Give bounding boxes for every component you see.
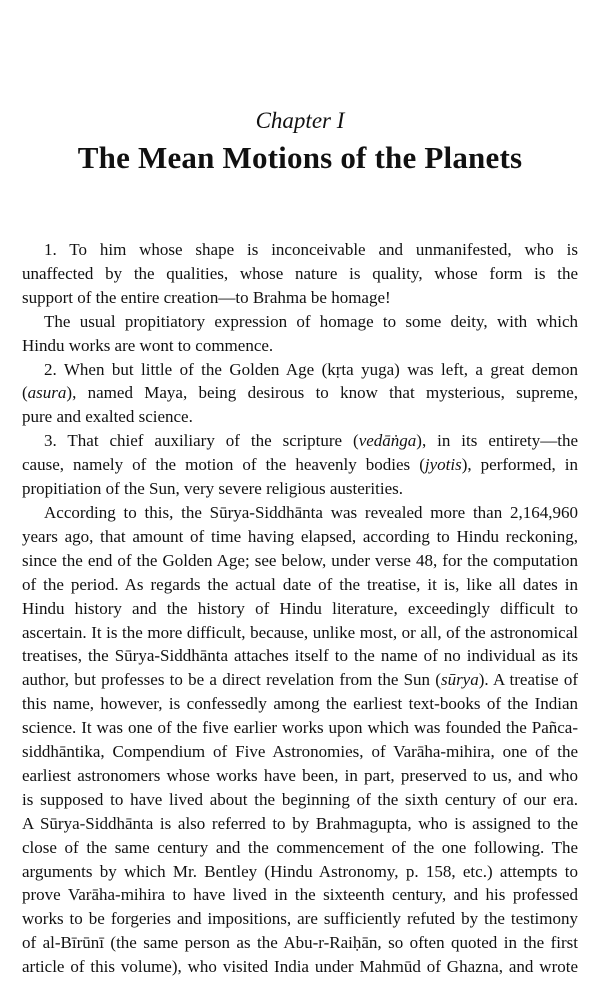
text-line bbox=[22, 429, 578, 453]
text-segment: of the period. As regards the actual date of the treatise, it is, like all dates in bbox=[22, 574, 578, 594]
italic-term: jyotis bbox=[424, 455, 462, 475]
body-text bbox=[22, 238, 578, 979]
text-segment: prove Varāha-mihira to have lived in the sixteenth century, and his professed bbox=[22, 885, 578, 905]
text-segment: 1. To him whose shape is inconceivable and unmanifested, who is bbox=[44, 240, 578, 259]
text-line bbox=[22, 238, 578, 262]
text-segment: A Sūrya-Siddhānta is also referred to by Brahmagupta, who is assigned to the bbox=[22, 813, 578, 833]
text-line bbox=[22, 597, 578, 621]
text-segment: author, but professes to be a direct revelation from the Sun ( bbox=[22, 670, 441, 690]
text-line bbox=[22, 860, 578, 884]
text-segment: close of the same century and the commencement of the one following. The bbox=[22, 837, 578, 857]
text-line bbox=[22, 310, 578, 334]
italic-term: sūrya bbox=[440, 670, 479, 690]
text-line bbox=[22, 549, 578, 573]
text-line bbox=[22, 262, 578, 286]
text-segment: According to this, the Sūrya-Siddhānta was revealed more than 2,164,960 bbox=[44, 502, 578, 522]
text-line bbox=[22, 883, 578, 907]
text-segment: pure and exalted science. bbox=[22, 407, 193, 427]
text-segment: propitiation of the Sun, very severe religious austerities. bbox=[22, 479, 403, 499]
chapter-title: The Mean Motions of the Planets bbox=[77, 140, 523, 175]
text-line bbox=[22, 405, 578, 429]
text-line bbox=[22, 525, 578, 549]
text-segment: siddhāntika, Compendium of Five Astronomies, of Varāha-mihira, one of the bbox=[22, 742, 578, 762]
text-line bbox=[22, 453, 578, 477]
text-line bbox=[22, 955, 578, 979]
text-segment: ( bbox=[22, 383, 28, 403]
text-line bbox=[22, 907, 578, 931]
text-line bbox=[22, 501, 578, 525]
text-line bbox=[22, 477, 578, 501]
text-line bbox=[22, 931, 578, 955]
text-segment: ). A treatise of bbox=[478, 670, 578, 690]
text-segment: Hindu history and the history of Hindu literature, exceedingly difficult to bbox=[22, 598, 578, 618]
commentary-paragraph bbox=[22, 501, 578, 979]
text-line bbox=[22, 764, 578, 788]
text-segment: ), performed, in bbox=[461, 455, 578, 475]
text-line bbox=[22, 668, 578, 692]
text-segment: years ago, that amount of time having elapsed, according to Hindu reckoning, bbox=[22, 526, 578, 546]
verse-paragraph bbox=[22, 358, 578, 430]
text-segment: ascertain. It is the more difficult, because, unlike most, or all, of the astronomical bbox=[22, 622, 578, 642]
text-segment: arguments by which Mr. Bentley (Hindu Astronomy, p. 158, etc.) attempts to bbox=[22, 861, 578, 881]
verse-paragraph bbox=[22, 429, 578, 501]
text-segment: science. It was one of the five earlier works upon which was founded the Pañca- bbox=[22, 718, 578, 738]
text-segment: works to be forgeries and impositions, are sufficiently refuted by the testimony bbox=[22, 909, 578, 929]
commentary-paragraph bbox=[22, 310, 578, 358]
text-line bbox=[22, 573, 578, 597]
text-line bbox=[22, 692, 578, 716]
text-segment: 2. When but little of the Golden Age (kṛta yuga) was left, a great demon bbox=[44, 359, 578, 379]
text-line bbox=[22, 644, 578, 668]
text-segment: this name, however, is confessedly among the earliest text-books of the Indian bbox=[22, 694, 578, 714]
text-segment: is supposed to have lived about the beginning of the sixth century of our era. bbox=[22, 789, 578, 809]
verse-paragraph bbox=[22, 238, 578, 310]
text-line bbox=[22, 716, 578, 740]
text-segment: of al-Bīrūnī (the same person as the Abu-r-Raiḥān, so often quoted in the first bbox=[22, 933, 578, 953]
text-line bbox=[22, 286, 578, 310]
text-segment: cause, namely of the motion of the heavenly bodies ( bbox=[22, 455, 425, 475]
text-line bbox=[22, 740, 578, 764]
text-segment: Hindu works are wont to commence. bbox=[22, 335, 274, 355]
text-segment: ), named Maya, being desirous to know that mysterious, supreme, bbox=[66, 383, 578, 403]
text-segment: treatises, the Sūrya-Siddhānta attaches itself to the name of no individual as its bbox=[22, 646, 578, 666]
italic-term: vedāṅga bbox=[358, 431, 417, 451]
text-line bbox=[22, 358, 578, 382]
text-line bbox=[22, 621, 578, 645]
text-segment: earliest astronomers whose works have been, in part, preserved to us, and who bbox=[22, 765, 578, 785]
text-line bbox=[22, 788, 578, 812]
chapter-label: Chapter I bbox=[255, 108, 345, 133]
text-segment: article of this volume), who visited India under Mahmūd of Ghazna, and wrote bbox=[22, 957, 578, 977]
text-line bbox=[22, 381, 578, 405]
text-segment: unaffected by the qualities, whose nature is quality, whose form is the bbox=[22, 263, 578, 283]
text-line bbox=[22, 334, 578, 358]
italic-term: asura bbox=[27, 383, 67, 403]
text-segment: support of the entire creation—to Brahma be homage! bbox=[22, 287, 391, 307]
text-segment: ), in its entirety—the bbox=[416, 431, 579, 451]
text-segment: since the end of the Golden Age; see below, under verse 48, for the computation bbox=[22, 550, 578, 570]
text-line bbox=[22, 812, 578, 836]
text-segment: 3. That chief auxiliary of the scripture ( bbox=[44, 431, 359, 451]
text-segment: The usual propitiatory expression of homage to some deity, with which bbox=[44, 311, 578, 331]
text-line bbox=[22, 836, 578, 860]
